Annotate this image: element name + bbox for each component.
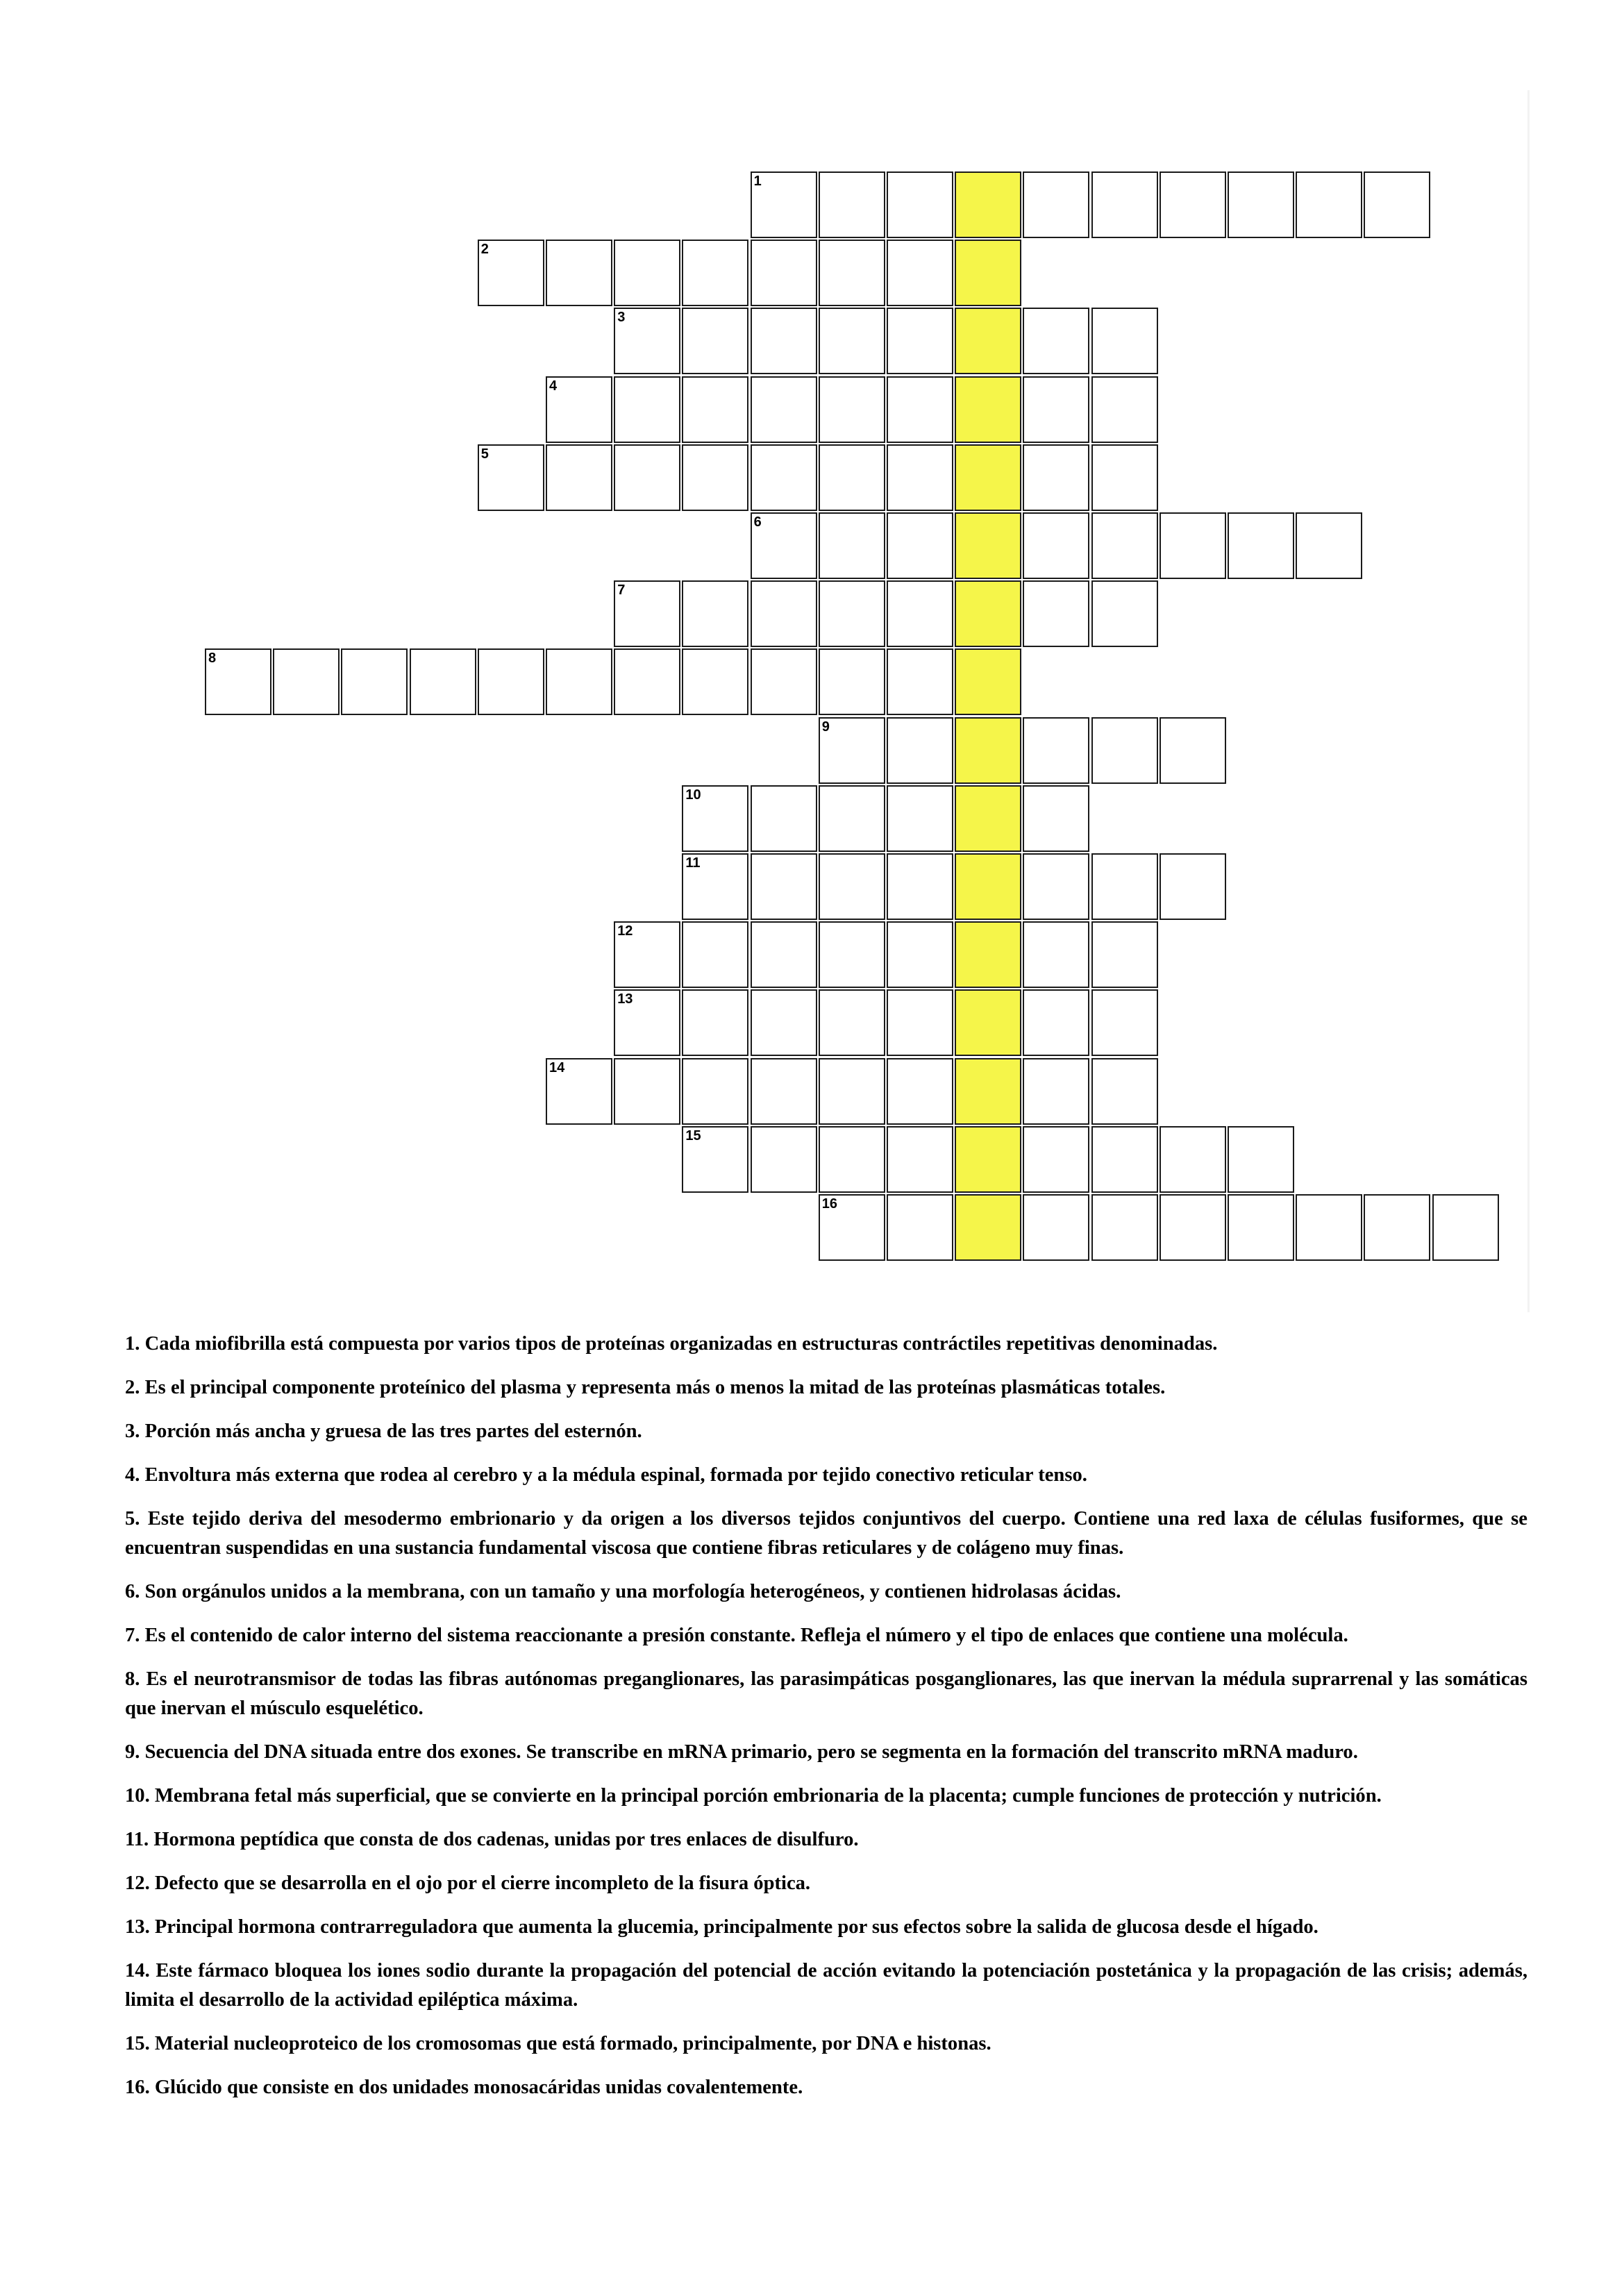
crossword-cell[interactable] bbox=[887, 444, 953, 511]
crossword-cell[interactable] bbox=[614, 648, 680, 715]
crossword-cell[interactable] bbox=[751, 853, 817, 920]
crossword-cell[interactable] bbox=[1023, 717, 1089, 784]
crossword-cell[interactable] bbox=[546, 648, 612, 715]
clue-8: 8. Es el neurotransmisor de todas las fibras autónomas preganglionares, las parasimpáticas posganglionares, las que inervan la médula suprarrenal y las somáticas que inervan el músculo esquelético. bbox=[125, 1668, 1527, 1719]
crossword-cell[interactable] bbox=[1228, 171, 1294, 238]
crossword-cell[interactable] bbox=[1091, 580, 1158, 647]
clue-number: 7 bbox=[617, 583, 626, 598]
crossword-cell[interactable] bbox=[887, 1126, 953, 1193]
crossword-cell[interactable] bbox=[1023, 580, 1089, 647]
clue-number: 4 bbox=[549, 378, 558, 394]
crossword-cell[interactable] bbox=[819, 853, 885, 920]
crossword-cell[interactable] bbox=[887, 512, 953, 579]
highlighted-cell[interactable] bbox=[955, 1126, 1021, 1193]
crossword-cell[interactable] bbox=[819, 580, 885, 647]
crossword-cell[interactable] bbox=[1160, 1194, 1226, 1261]
crossword-cell[interactable] bbox=[819, 989, 885, 1056]
clue-number: 2 bbox=[480, 242, 489, 258]
crossword-cell[interactable] bbox=[682, 308, 748, 374]
clue-number: 3 bbox=[617, 310, 626, 326]
clue-number: 11 bbox=[685, 855, 701, 871]
crossword-row-11 bbox=[682, 853, 1228, 921]
crossword-cell[interactable] bbox=[1023, 989, 1089, 1056]
crossword-cell[interactable] bbox=[751, 1126, 817, 1193]
clue-1: 1. Cada miofibrilla está compuesta por varios tipos de proteínas organizadas en estructuras contráctiles repetitivas denominadas. bbox=[125, 1333, 1218, 1355]
clue-4: 4. Envoltura más externa que rodea al cerebro y a la médula espinal, formada por tejido conectivo reticular tenso. bbox=[125, 1464, 1087, 1486]
crossword-row-5 bbox=[478, 444, 1160, 512]
crossword-row-4 bbox=[546, 376, 1160, 444]
crossword-cell[interactable] bbox=[1228, 512, 1294, 579]
crossword-cell[interactable] bbox=[546, 376, 612, 443]
crossword-cell[interactable] bbox=[1023, 376, 1089, 443]
crossword-cell[interactable] bbox=[478, 444, 544, 511]
crossword-cell[interactable] bbox=[819, 444, 885, 511]
crossword-cell[interactable] bbox=[614, 240, 680, 306]
highlighted-cell[interactable] bbox=[955, 1058, 1021, 1125]
crossword-cell[interactable] bbox=[1160, 853, 1226, 920]
clue-3: 3. Porción más ancha y gruesa de las tres partes del esternón. bbox=[125, 1421, 642, 1442]
crossword-cell[interactable] bbox=[819, 648, 885, 715]
clue-2: 2. Es el principal componente proteínico del plasma y representa más o menos la mitad de las proteínas plasmáticas totales. bbox=[125, 1377, 1166, 1398]
crossword-cell[interactable] bbox=[410, 648, 476, 715]
crossword-cell[interactable] bbox=[614, 376, 680, 443]
crossword-cell[interactable] bbox=[682, 580, 748, 647]
crossword-cell[interactable] bbox=[751, 444, 817, 511]
clue-number: 1 bbox=[753, 174, 762, 189]
clue-6: 6. Son orgánulos unidos a la membrana, con un tamaño y una morfología heterogéneos, y contienen hidrolasas ácidas. bbox=[125, 1581, 1121, 1602]
crossword-cell[interactable] bbox=[682, 376, 748, 443]
crossword-cell[interactable] bbox=[682, 444, 748, 511]
crossword-cell[interactable] bbox=[682, 240, 748, 306]
crossword-cell[interactable] bbox=[682, 853, 748, 920]
crossword-cell[interactable] bbox=[1091, 171, 1158, 238]
crossword-row-7 bbox=[614, 580, 1160, 648]
crossword-cell[interactable] bbox=[1091, 308, 1158, 374]
crossword-cell[interactable] bbox=[819, 512, 885, 579]
crossword-cell[interactable] bbox=[614, 921, 680, 988]
crossword-cell[interactable] bbox=[1091, 1126, 1158, 1193]
crossword-cell[interactable] bbox=[819, 1194, 885, 1261]
crossword-cell[interactable] bbox=[341, 648, 408, 715]
highlighted-cell[interactable] bbox=[955, 717, 1021, 784]
clue-13: 13. Principal hormona contrarreguladora que aumenta la glucemia, principalmente por sus efectos sobre la salida de glucosa desde el hígado. bbox=[125, 1916, 1319, 1938]
crossword-cell[interactable] bbox=[819, 376, 885, 443]
crossword-cell[interactable] bbox=[819, 921, 885, 988]
crossword-cell[interactable] bbox=[1091, 444, 1158, 511]
crossword-cell[interactable] bbox=[1023, 444, 1089, 511]
crossword-cell[interactable] bbox=[887, 921, 953, 988]
clue-number: 8 bbox=[208, 651, 217, 667]
crossword-cell[interactable] bbox=[751, 308, 817, 374]
crossword-cell[interactable] bbox=[546, 240, 612, 306]
highlighted-cell[interactable] bbox=[955, 444, 1021, 511]
crossword-row-9 bbox=[819, 717, 1228, 785]
crossword-cell[interactable] bbox=[682, 989, 748, 1056]
clue-10: 10. Membrana fetal más superficial, que se convierte en la principal porción embrionaria de la placenta; cumple funciones de protección y nutrición. bbox=[125, 1785, 1382, 1807]
crossword-cell[interactable] bbox=[819, 1126, 885, 1193]
crossword-cell[interactable] bbox=[478, 240, 544, 306]
crossword-cell[interactable] bbox=[819, 785, 885, 852]
clue-11: 11. Hormona peptídica que consta de dos cadenas, unidas por tres enlaces de disulfuro. bbox=[125, 1829, 859, 1850]
crossword-cell[interactable] bbox=[751, 512, 817, 579]
crossword-cell[interactable] bbox=[751, 989, 817, 1056]
clue-number: 9 bbox=[821, 719, 830, 735]
crossword-cell[interactable] bbox=[1296, 171, 1362, 238]
crossword-row-13 bbox=[614, 989, 1160, 1057]
page-divider bbox=[1527, 90, 1530, 1312]
highlighted-cell[interactable] bbox=[955, 853, 1021, 920]
highlighted-cell[interactable] bbox=[955, 580, 1021, 647]
crossword-cell[interactable] bbox=[1296, 1194, 1362, 1261]
clue-16: 16. Glúcido que consiste en dos unidades monosacáridas unidas covalentemente. bbox=[125, 2077, 803, 2098]
crossword-row-6 bbox=[751, 512, 1364, 580]
crossword-row-3 bbox=[614, 308, 1160, 376]
crossword-cell[interactable] bbox=[1228, 1194, 1294, 1261]
crossword-cell[interactable] bbox=[887, 240, 953, 306]
crossword-cell[interactable] bbox=[273, 648, 340, 715]
crossword-cell[interactable] bbox=[682, 648, 748, 715]
crossword-cell[interactable] bbox=[1091, 512, 1158, 579]
crossword-cell[interactable] bbox=[887, 580, 953, 647]
crossword-cell[interactable] bbox=[546, 1058, 612, 1125]
highlighted-cell[interactable] bbox=[955, 308, 1021, 374]
crossword-row-12 bbox=[614, 921, 1160, 989]
crossword-cell[interactable] bbox=[682, 785, 748, 852]
crossword-cell[interactable] bbox=[1023, 171, 1089, 238]
crossword-cell[interactable] bbox=[1160, 717, 1226, 784]
crossword-cell[interactable] bbox=[1091, 1194, 1158, 1261]
crossword-cell[interactable] bbox=[1091, 1058, 1158, 1125]
crossword-cell[interactable] bbox=[682, 1058, 748, 1125]
crossword-cell[interactable] bbox=[887, 1058, 953, 1125]
crossword-row-8 bbox=[205, 648, 1023, 717]
crossword-row-14 bbox=[546, 1058, 1160, 1126]
crossword-cell[interactable] bbox=[1091, 921, 1158, 988]
crossword-cell[interactable] bbox=[1091, 853, 1158, 920]
highlighted-cell[interactable] bbox=[955, 512, 1021, 579]
crossword-cell[interactable] bbox=[819, 308, 885, 374]
crossword-cell[interactable] bbox=[1023, 512, 1089, 579]
crossword-cell[interactable] bbox=[1023, 785, 1089, 852]
crossword-cell[interactable] bbox=[751, 171, 817, 238]
crossword-row-10 bbox=[682, 785, 1091, 853]
highlighted-cell[interactable] bbox=[955, 785, 1021, 852]
crossword-cell[interactable] bbox=[819, 240, 885, 306]
crossword-cell[interactable] bbox=[682, 1126, 748, 1193]
crossword-cell[interactable] bbox=[546, 444, 612, 511]
crossword-cell[interactable] bbox=[614, 580, 680, 647]
highlighted-cell[interactable] bbox=[955, 240, 1021, 306]
crossword-cell[interactable] bbox=[1023, 1194, 1089, 1261]
crossword-cell[interactable] bbox=[751, 580, 817, 647]
crossword-cell[interactable] bbox=[1160, 171, 1226, 238]
crossword-cell[interactable] bbox=[1023, 308, 1089, 374]
crossword-cell[interactable] bbox=[1023, 1126, 1089, 1193]
clue-number: 5 bbox=[480, 446, 489, 462]
crossword-cell[interactable] bbox=[614, 308, 680, 374]
crossword-cell[interactable] bbox=[614, 989, 680, 1056]
crossword-row-2 bbox=[478, 240, 1023, 308]
highlighted-cell[interactable] bbox=[955, 376, 1021, 443]
crossword-cell[interactable] bbox=[819, 717, 885, 784]
crossword-cell[interactable] bbox=[1364, 1194, 1430, 1261]
crossword-cell[interactable] bbox=[751, 921, 817, 988]
crossword-cell[interactable] bbox=[1023, 921, 1089, 988]
clue-number: 10 bbox=[685, 787, 701, 803]
crossword-cell[interactable] bbox=[887, 1194, 953, 1261]
crossword-cell[interactable] bbox=[1228, 1126, 1294, 1193]
crossword-cell[interactable] bbox=[887, 308, 953, 374]
crossword-cell[interactable] bbox=[887, 376, 953, 443]
crossword-cell[interactable] bbox=[614, 444, 680, 511]
crossword-cell[interactable] bbox=[887, 989, 953, 1056]
crossword-row-1 bbox=[751, 171, 1432, 240]
clue-number: 15 bbox=[685, 1128, 701, 1143]
crossword-cell[interactable] bbox=[1364, 171, 1430, 238]
crossword-cell[interactable] bbox=[1023, 1058, 1089, 1125]
crossword-cell[interactable] bbox=[1160, 512, 1226, 579]
clue-number: 14 bbox=[549, 1059, 565, 1075]
highlighted-cell[interactable] bbox=[955, 1194, 1021, 1261]
clue-number: 6 bbox=[753, 514, 762, 530]
clue-5: 5. Este tejido deriva del mesodermo embrionario y da origen a los diversos tejidos conjuntivos del cuerpo. Contiene una red laxa de células fusiformes, que se encuentran suspendidas en una sustancia fundamental viscosa que contiene fibras reticulares y de colágeno muy finas. bbox=[125, 1508, 1527, 1559]
crossword-cell[interactable] bbox=[1091, 989, 1158, 1056]
crossword-cell[interactable] bbox=[819, 171, 885, 238]
crossword-row-15 bbox=[682, 1126, 1296, 1194]
crossword-cell[interactable] bbox=[1023, 853, 1089, 920]
clue-list bbox=[125, 1330, 1527, 2117]
clue-14: 14. Este fármaco bloquea los iones sodio durante la propagación del potencial de acción evitando la potenciación postetánica y la propagación de las crisis; además, limita el desarrollo de la actividad epiléptica máxima. bbox=[125, 1960, 1527, 2011]
crossword-cell[interactable] bbox=[887, 171, 953, 238]
clue-number: 13 bbox=[617, 991, 633, 1007]
crossword-cell[interactable] bbox=[1160, 1126, 1226, 1193]
crossword-cell[interactable] bbox=[887, 717, 953, 784]
crossword-cell[interactable] bbox=[751, 785, 817, 852]
crossword-cell[interactable] bbox=[751, 1058, 817, 1125]
crossword-cell[interactable] bbox=[682, 921, 748, 988]
crossword-cell[interactable] bbox=[478, 648, 544, 715]
clue-7: 7. Es el contenido de calor interno del sistema reaccionante a presión constante. Refleja el número y el tipo de enlaces que contiene una molécula. bbox=[125, 1625, 1348, 1646]
clue-number: 12 bbox=[617, 923, 633, 939]
highlighted-cell[interactable] bbox=[955, 989, 1021, 1056]
clue-15: 15. Material nucleoproteico de los cromosomas que está formado, principalmente, por DNA e histonas. bbox=[125, 2033, 991, 2054]
crossword-cell[interactable] bbox=[887, 853, 953, 920]
crossword-cell[interactable] bbox=[751, 648, 817, 715]
crossword-cell[interactable] bbox=[205, 648, 271, 715]
crossword-cell[interactable] bbox=[1091, 717, 1158, 784]
clue-9: 9. Secuencia del DNA situada entre dos exones. Se transcribe en mRNA primario, pero se segmenta en la formación del transcrito mRNA maduro. bbox=[125, 1741, 1358, 1763]
highlighted-cell[interactable] bbox=[955, 921, 1021, 988]
crossword-cell[interactable] bbox=[887, 785, 953, 852]
crossword-row-16 bbox=[819, 1194, 1500, 1262]
crossword-cell[interactable] bbox=[1432, 1194, 1499, 1261]
highlighted-cell[interactable] bbox=[955, 171, 1021, 238]
crossword-cell[interactable] bbox=[1296, 512, 1362, 579]
crossword-cell[interactable] bbox=[751, 240, 817, 306]
crossword-cell[interactable] bbox=[751, 376, 817, 443]
crossword-cell[interactable] bbox=[819, 1058, 885, 1125]
crossword-cell[interactable] bbox=[887, 648, 953, 715]
clue-number: 16 bbox=[821, 1196, 838, 1212]
crossword-cell[interactable] bbox=[614, 1058, 680, 1125]
crossword-cell[interactable] bbox=[1091, 376, 1158, 443]
clue-12: 12. Defecto que se desarrolla en el ojo por el cierre incompleto de la fisura óptica. bbox=[125, 1872, 811, 1894]
highlighted-cell[interactable] bbox=[955, 648, 1021, 715]
